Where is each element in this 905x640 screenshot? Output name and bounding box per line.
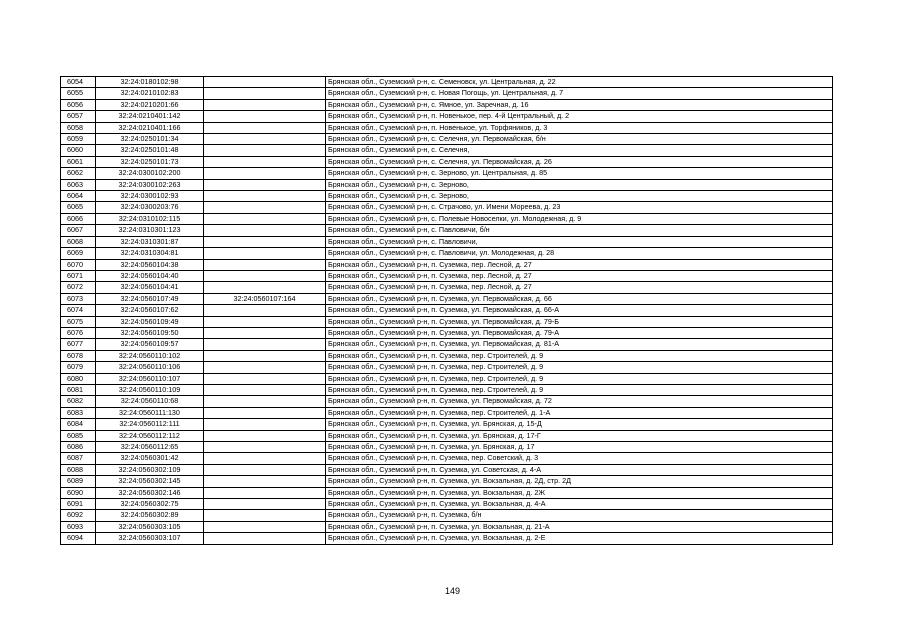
row-number-cell: 6079 bbox=[61, 362, 96, 373]
table-row bbox=[61, 407, 833, 418]
table-row bbox=[61, 521, 833, 532]
address-cell: Брянская обл., Суземский р-н, п. Суземка, ул. Вокзальная, д. 2Ж bbox=[326, 487, 833, 498]
previous-cadastral-number-cell bbox=[204, 419, 326, 430]
row-number-cell: 6090 bbox=[61, 487, 96, 498]
cadastral-number-cell: 32:24:0310102:115 bbox=[96, 213, 204, 224]
table-row bbox=[61, 156, 833, 167]
previous-cadastral-number-cell bbox=[204, 476, 326, 487]
table-row bbox=[61, 487, 833, 498]
row-number-cell: 6087 bbox=[61, 453, 96, 464]
table-row bbox=[61, 430, 833, 441]
table-row bbox=[61, 476, 833, 487]
address-cell: Брянская обл., Суземский р-н, п. Суземка, пер. Строителей, д. 9 bbox=[326, 350, 833, 361]
cadastral-number-cell: 32:24:0560104:38 bbox=[96, 259, 204, 270]
row-number-cell: 6054 bbox=[61, 77, 96, 88]
address-cell: Брянская обл., Суземский р-н, с. Зерново, bbox=[326, 191, 833, 202]
row-number-cell: 6081 bbox=[61, 384, 96, 395]
row-number-cell: 6074 bbox=[61, 305, 96, 316]
table-row bbox=[61, 396, 833, 407]
previous-cadastral-number-cell bbox=[204, 259, 326, 270]
previous-cadastral-number-cell bbox=[204, 362, 326, 373]
address-cell: Брянская обл., Суземский р-н, п. Суземка, ул. Вокзальная, д. 21-А bbox=[326, 521, 833, 532]
previous-cadastral-number-cell bbox=[204, 305, 326, 316]
table-row bbox=[61, 179, 833, 190]
table-row bbox=[61, 145, 833, 156]
row-number-cell: 6070 bbox=[61, 259, 96, 270]
address-cell: Брянская обл., Суземский р-н, п. Суземка, ул. Брянская, д. 15-Д bbox=[326, 419, 833, 430]
previous-cadastral-number-cell bbox=[204, 202, 326, 213]
table-row bbox=[61, 384, 833, 395]
address-cell: Брянская обл., Суземский р-н, с. Новая Погощь, ул. Центральная, д. 7 bbox=[326, 88, 833, 99]
previous-cadastral-number-cell bbox=[204, 327, 326, 338]
previous-cadastral-number-cell bbox=[204, 282, 326, 293]
cadastral-number-cell: 32:24:0210102:83 bbox=[96, 88, 204, 99]
row-number-cell: 6078 bbox=[61, 350, 96, 361]
table-row bbox=[61, 419, 833, 430]
property-table bbox=[60, 76, 833, 545]
property-table-body bbox=[61, 77, 833, 545]
address-cell: Брянская обл., Суземский р-н, с. Ямное, ул. Заречная, д. 16 bbox=[326, 99, 833, 110]
row-number-cell: 6073 bbox=[61, 293, 96, 304]
previous-cadastral-number-cell bbox=[204, 77, 326, 88]
address-cell: Брянская обл., Суземский р-н, п. Суземка, пер. Строителей, д. 9 bbox=[326, 362, 833, 373]
previous-cadastral-number-cell bbox=[204, 373, 326, 384]
row-number-cell: 6060 bbox=[61, 145, 96, 156]
address-cell: Брянская обл., Суземский р-н, п. Суземка, пер. Лесной, д. 27 bbox=[326, 282, 833, 293]
address-cell: Брянская обл., Суземский р-н, п. Суземка, ул. Первомайская, д. 72 bbox=[326, 396, 833, 407]
previous-cadastral-number-cell bbox=[204, 111, 326, 122]
cadastral-number-cell: 32:24:0310301:87 bbox=[96, 236, 204, 247]
cadastral-number-cell: 32:24:0300102:200 bbox=[96, 168, 204, 179]
table-row bbox=[61, 88, 833, 99]
row-number-cell: 6075 bbox=[61, 316, 96, 327]
row-number-cell: 6076 bbox=[61, 327, 96, 338]
address-cell: Брянская обл., Суземский р-н, с. Селечня, ул. Первомайская, б/н bbox=[326, 134, 833, 145]
address-cell: Брянская обл., Суземский р-н, п. Суземка, б/н bbox=[326, 510, 833, 521]
row-number-cell: 6061 bbox=[61, 156, 96, 167]
cadastral-number-cell: 32:24:0210201:66 bbox=[96, 99, 204, 110]
cadastral-number-cell: 32:24:0560110:68 bbox=[96, 396, 204, 407]
row-number-cell: 6088 bbox=[61, 464, 96, 475]
address-cell: Брянская обл., Суземский р-н, с. Павловичи, б/н bbox=[326, 225, 833, 236]
cadastral-number-cell: 32:24:0560112:111 bbox=[96, 419, 204, 430]
table-row bbox=[61, 111, 833, 122]
previous-cadastral-number-cell bbox=[204, 134, 326, 145]
previous-cadastral-number-cell bbox=[204, 510, 326, 521]
table-row bbox=[61, 225, 833, 236]
previous-cadastral-number-cell bbox=[204, 236, 326, 247]
row-number-cell: 6094 bbox=[61, 533, 96, 544]
table-row bbox=[61, 510, 833, 521]
row-number-cell: 6093 bbox=[61, 521, 96, 532]
cadastral-number-cell: 32:24:0560302:75 bbox=[96, 499, 204, 510]
previous-cadastral-number-cell bbox=[204, 270, 326, 281]
address-cell: Брянская обл., Суземский р-н, с. Павловичи, bbox=[326, 236, 833, 247]
address-cell: Брянская обл., Суземский р-н, с. Страчово, ул. Имени Мореева, д. 23 bbox=[326, 202, 833, 213]
previous-cadastral-number-cell bbox=[204, 521, 326, 532]
cadastral-number-cell: 32:24:0560109:50 bbox=[96, 327, 204, 338]
row-number-cell: 6077 bbox=[61, 339, 96, 350]
row-number-cell: 6067 bbox=[61, 225, 96, 236]
cadastral-number-cell: 32:24:0560112:65 bbox=[96, 442, 204, 453]
table-row bbox=[61, 362, 833, 373]
cadastral-number-cell: 32:24:0560302:145 bbox=[96, 476, 204, 487]
row-number-cell: 6068 bbox=[61, 236, 96, 247]
address-cell: Брянская обл., Суземский р-н, с. Семеновск, ул. Центральная, д. 22 bbox=[326, 77, 833, 88]
table-row bbox=[61, 464, 833, 475]
table-row bbox=[61, 305, 833, 316]
cadastral-number-cell: 32:24:0310301:123 bbox=[96, 225, 204, 236]
address-cell: Брянская обл., Суземский р-н, п. Суземка, пер. Строителей, д. 9 bbox=[326, 373, 833, 384]
previous-cadastral-number-cell bbox=[204, 213, 326, 224]
address-cell: Брянская обл., Суземский р-н, п. Суземка, ул. Вокзальная, д. 2Д, стр. 2Д bbox=[326, 476, 833, 487]
row-number-cell: 6065 bbox=[61, 202, 96, 213]
previous-cadastral-number-cell bbox=[204, 179, 326, 190]
address-cell: Брянская обл., Суземский р-н, п. Суземка, ул. Первомайская, д. 81-А bbox=[326, 339, 833, 350]
table-row bbox=[61, 533, 833, 544]
cadastral-number-cell: 32:24:0560104:41 bbox=[96, 282, 204, 293]
address-cell: Брянская обл., Суземский р-н, п. Суземка, ул. Вокзальная, д. 4-А bbox=[326, 499, 833, 510]
table-row bbox=[61, 259, 833, 270]
row-number-cell: 6084 bbox=[61, 419, 96, 430]
table-row bbox=[61, 134, 833, 145]
address-cell: Брянская обл., Суземский р-н, с. Зерново, bbox=[326, 179, 833, 190]
cadastral-number-cell: 32:24:0210401:142 bbox=[96, 111, 204, 122]
table-row bbox=[61, 213, 833, 224]
row-number-cell: 6055 bbox=[61, 88, 96, 99]
table-row bbox=[61, 168, 833, 179]
cadastral-number-cell: 32:24:0250101:34 bbox=[96, 134, 204, 145]
cadastral-number-cell: 32:24:0300102:263 bbox=[96, 179, 204, 190]
address-cell: Брянская обл., Суземский р-н, п. Суземка, пер. Советский, д. 3 bbox=[326, 453, 833, 464]
table-row bbox=[61, 77, 833, 88]
cadastral-number-cell: 32:24:0210401:166 bbox=[96, 122, 204, 133]
table-row bbox=[61, 202, 833, 213]
previous-cadastral-number-cell bbox=[204, 248, 326, 259]
address-cell: Брянская обл., Суземский р-н, п. Суземка, ул. Первомайская, д. 66-А bbox=[326, 305, 833, 316]
table-row bbox=[61, 191, 833, 202]
table-row bbox=[61, 99, 833, 110]
cadastral-number-cell: 32:24:0560301:42 bbox=[96, 453, 204, 464]
cadastral-number-cell: 32:24:0560110:106 bbox=[96, 362, 204, 373]
cadastral-number-cell: 32:24:0560109:49 bbox=[96, 316, 204, 327]
address-cell: Брянская обл., Суземский р-н, п. Суземка, пер. Строителей, д. 1-А bbox=[326, 407, 833, 418]
address-cell: Брянская обл., Суземский р-н, с. Зерново, ул. Центральная, д. 85 bbox=[326, 168, 833, 179]
row-number-cell: 6066 bbox=[61, 213, 96, 224]
cadastral-number-cell: 32:24:0560107:62 bbox=[96, 305, 204, 316]
table-row bbox=[61, 122, 833, 133]
cadastral-number-cell: 32:24:0560112:112 bbox=[96, 430, 204, 441]
row-number-cell: 6085 bbox=[61, 430, 96, 441]
row-number-cell: 6057 bbox=[61, 111, 96, 122]
previous-cadastral-number-cell bbox=[204, 430, 326, 441]
address-cell: Брянская обл., Суземский р-н, п. Суземка, ул. Первомайская, д. 79-А bbox=[326, 327, 833, 338]
row-number-cell: 6062 bbox=[61, 168, 96, 179]
table-row bbox=[61, 293, 833, 304]
cadastral-number-cell: 32:24:0560111:130 bbox=[96, 407, 204, 418]
row-number-cell: 6080 bbox=[61, 373, 96, 384]
table-row bbox=[61, 373, 833, 384]
table-row bbox=[61, 499, 833, 510]
address-cell: Брянская обл., Суземский р-н, п. Новенькое, пер. 4-й Центральный, д. 2 bbox=[326, 111, 833, 122]
previous-cadastral-number-cell bbox=[204, 464, 326, 475]
previous-cadastral-number-cell bbox=[204, 316, 326, 327]
cadastral-number-cell: 32:24:0310304:81 bbox=[96, 248, 204, 259]
cadastral-number-cell: 32:24:0300203:76 bbox=[96, 202, 204, 213]
address-cell: Брянская обл., Суземский р-н, п. Суземка, пер. Строителей, д. 9 bbox=[326, 384, 833, 395]
table-row bbox=[61, 453, 833, 464]
cadastral-number-cell: 32:24:0560110:102 bbox=[96, 350, 204, 361]
previous-cadastral-number-cell: 32:24:0560107:164 bbox=[204, 293, 326, 304]
cadastral-number-cell: 32:24:0560109:57 bbox=[96, 339, 204, 350]
previous-cadastral-number-cell bbox=[204, 88, 326, 99]
row-number-cell: 6092 bbox=[61, 510, 96, 521]
address-cell: Брянская обл., Суземский р-н, п. Суземка, пер. Лесной, д. 27 bbox=[326, 270, 833, 281]
row-number-cell: 6064 bbox=[61, 191, 96, 202]
address-cell: Брянская обл., Суземский р-н, с. Павловичи, ул. Молодежная, д. 28 bbox=[326, 248, 833, 259]
previous-cadastral-number-cell bbox=[204, 533, 326, 544]
cadastral-number-cell: 32:24:0560104:40 bbox=[96, 270, 204, 281]
row-number-cell: 6086 bbox=[61, 442, 96, 453]
row-number-cell: 6071 bbox=[61, 270, 96, 281]
table-row bbox=[61, 282, 833, 293]
row-number-cell: 6082 bbox=[61, 396, 96, 407]
cadastral-number-cell: 32:24:0560107:49 bbox=[96, 293, 204, 304]
cadastral-number-cell: 32:24:0560302:146 bbox=[96, 487, 204, 498]
address-cell: Брянская обл., Суземский р-н, с. Селечня, ул. Первомайская, д. 26 bbox=[326, 156, 833, 167]
row-number-cell: 6058 bbox=[61, 122, 96, 133]
cadastral-number-cell: 32:24:0250101:73 bbox=[96, 156, 204, 167]
previous-cadastral-number-cell bbox=[204, 156, 326, 167]
row-number-cell: 6083 bbox=[61, 407, 96, 418]
row-number-cell: 6063 bbox=[61, 179, 96, 190]
previous-cadastral-number-cell bbox=[204, 339, 326, 350]
cadastral-number-cell: 32:24:0560110:109 bbox=[96, 384, 204, 395]
row-number-cell: 6056 bbox=[61, 99, 96, 110]
cadastral-number-cell: 32:24:0560302:109 bbox=[96, 464, 204, 475]
previous-cadastral-number-cell bbox=[204, 350, 326, 361]
address-cell: Брянская обл., Суземский р-н, п. Новенькое, ул. Торфяников, д. 3 bbox=[326, 122, 833, 133]
row-number-cell: 6059 bbox=[61, 134, 96, 145]
address-cell: Брянская обл., Суземский р-н, п. Суземка, пер. Лесной, д. 27 bbox=[326, 259, 833, 270]
previous-cadastral-number-cell bbox=[204, 191, 326, 202]
address-cell: Брянская обл., Суземский р-н, п. Суземка, ул. Советская, д. 4-А bbox=[326, 464, 833, 475]
address-cell: Брянская обл., Суземский р-н, п. Суземка, ул. Вокзальная, д. 2-Е bbox=[326, 533, 833, 544]
previous-cadastral-number-cell bbox=[204, 168, 326, 179]
address-cell: Брянская обл., Суземский р-н, с. Селечня, bbox=[326, 145, 833, 156]
previous-cadastral-number-cell bbox=[204, 442, 326, 453]
previous-cadastral-number-cell bbox=[204, 122, 326, 133]
table-row bbox=[61, 270, 833, 281]
table-row bbox=[61, 339, 833, 350]
table-row bbox=[61, 236, 833, 247]
cadastral-number-cell: 32:24:0560303:107 bbox=[96, 533, 204, 544]
previous-cadastral-number-cell bbox=[204, 396, 326, 407]
table-row bbox=[61, 442, 833, 453]
table-row bbox=[61, 350, 833, 361]
address-cell: Брянская обл., Суземский р-н, п. Суземка, ул. Брянская, д. 17 bbox=[326, 442, 833, 453]
table-row bbox=[61, 327, 833, 338]
cadastral-number-cell: 32:24:0250101:48 bbox=[96, 145, 204, 156]
table-row bbox=[61, 248, 833, 259]
cadastral-number-cell: 32:24:0180102:98 bbox=[96, 77, 204, 88]
previous-cadastral-number-cell bbox=[204, 407, 326, 418]
previous-cadastral-number-cell bbox=[204, 487, 326, 498]
address-cell: Брянская обл., Суземский р-н, п. Суземка, ул. Брянская, д. 17-Г bbox=[326, 430, 833, 441]
table-row bbox=[61, 316, 833, 327]
row-number-cell: 6089 bbox=[61, 476, 96, 487]
previous-cadastral-number-cell bbox=[204, 145, 326, 156]
previous-cadastral-number-cell bbox=[204, 499, 326, 510]
previous-cadastral-number-cell bbox=[204, 99, 326, 110]
address-cell: Брянская обл., Суземский р-н, с. Полевые Новоселки, ул. Молодежная, д. 9 bbox=[326, 213, 833, 224]
address-cell: Брянская обл., Суземский р-н, п. Суземка, ул. Первомайская, д. 79-Б bbox=[326, 316, 833, 327]
page-number: 149 bbox=[444, 586, 461, 596]
cadastral-number-cell: 32:24:0560303:105 bbox=[96, 521, 204, 532]
cadastral-number-cell: 32:24:0300102:93 bbox=[96, 191, 204, 202]
previous-cadastral-number-cell bbox=[204, 453, 326, 464]
previous-cadastral-number-cell bbox=[204, 384, 326, 395]
row-number-cell: 6072 bbox=[61, 282, 96, 293]
row-number-cell: 6069 bbox=[61, 248, 96, 259]
row-number-cell: 6091 bbox=[61, 499, 96, 510]
cadastral-number-cell: 32:24:0560110:107 bbox=[96, 373, 204, 384]
previous-cadastral-number-cell bbox=[204, 225, 326, 236]
address-cell: Брянская обл., Суземский р-н, п. Суземка, ул. Первомайская, д. 66 bbox=[326, 293, 833, 304]
cadastral-number-cell: 32:24:0560302:89 bbox=[96, 510, 204, 521]
